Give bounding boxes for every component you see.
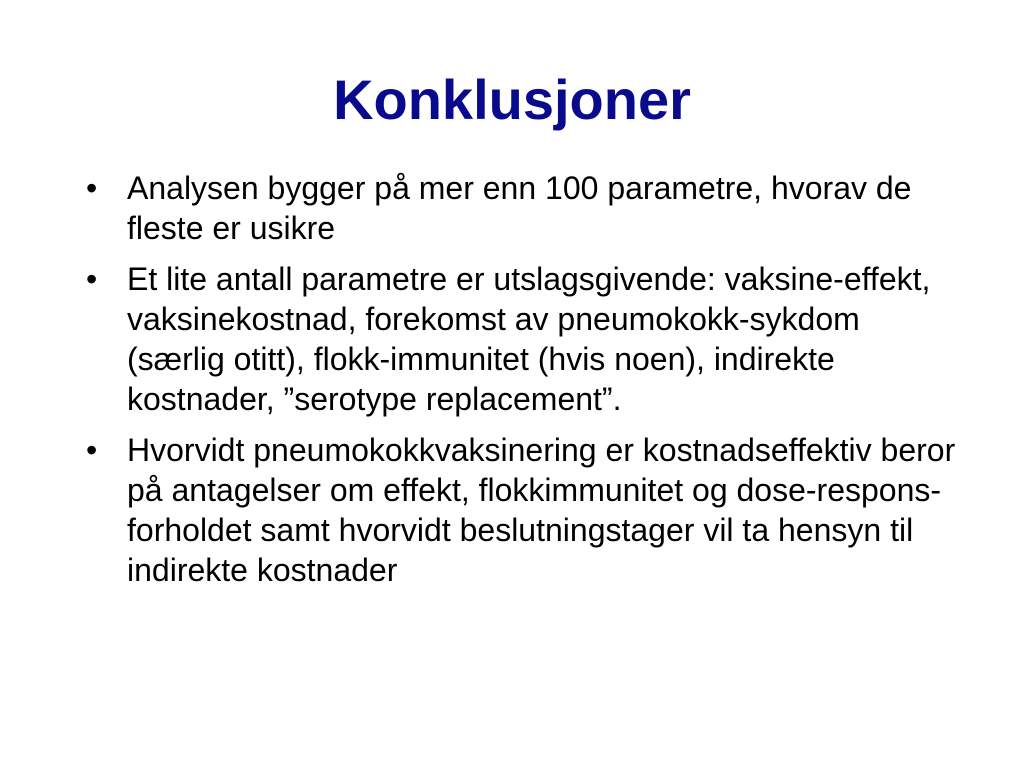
bullet-dot-icon: • bbox=[86, 170, 98, 206]
bullet-text: Hvorvidt pneumokokkvaksinering er kostnadseffektiv beror på antagelser om effekt, flokkimmunitet og dose-respons-forholdet samt hvorvidt beslutningstager vil ta hensyn til indirekte kostnader bbox=[127, 432, 956, 588]
bullet-item bbox=[86, 430, 966, 590]
bullet-item bbox=[86, 168, 966, 248]
bullet-dot-icon: • bbox=[86, 261, 98, 297]
bullet-dot-icon: • bbox=[86, 432, 98, 468]
slide-title: Konklusjoner bbox=[333, 68, 691, 131]
bullet-text: Et lite antall parametre er utslagsgivende: vaksine-effekt, vaksinekostnad, forekomst av pneumokokk-sykdom (særlig otitt), flokk-immunitet (hvis noen), indirekte kostnader, ”serotype replacement”. bbox=[127, 261, 931, 417]
bullet-list bbox=[86, 168, 966, 601]
bullet-item bbox=[86, 259, 966, 419]
bullet-text: Analysen bygger på mer enn 100 parametre, hvorav de fleste er usikre bbox=[127, 170, 912, 246]
